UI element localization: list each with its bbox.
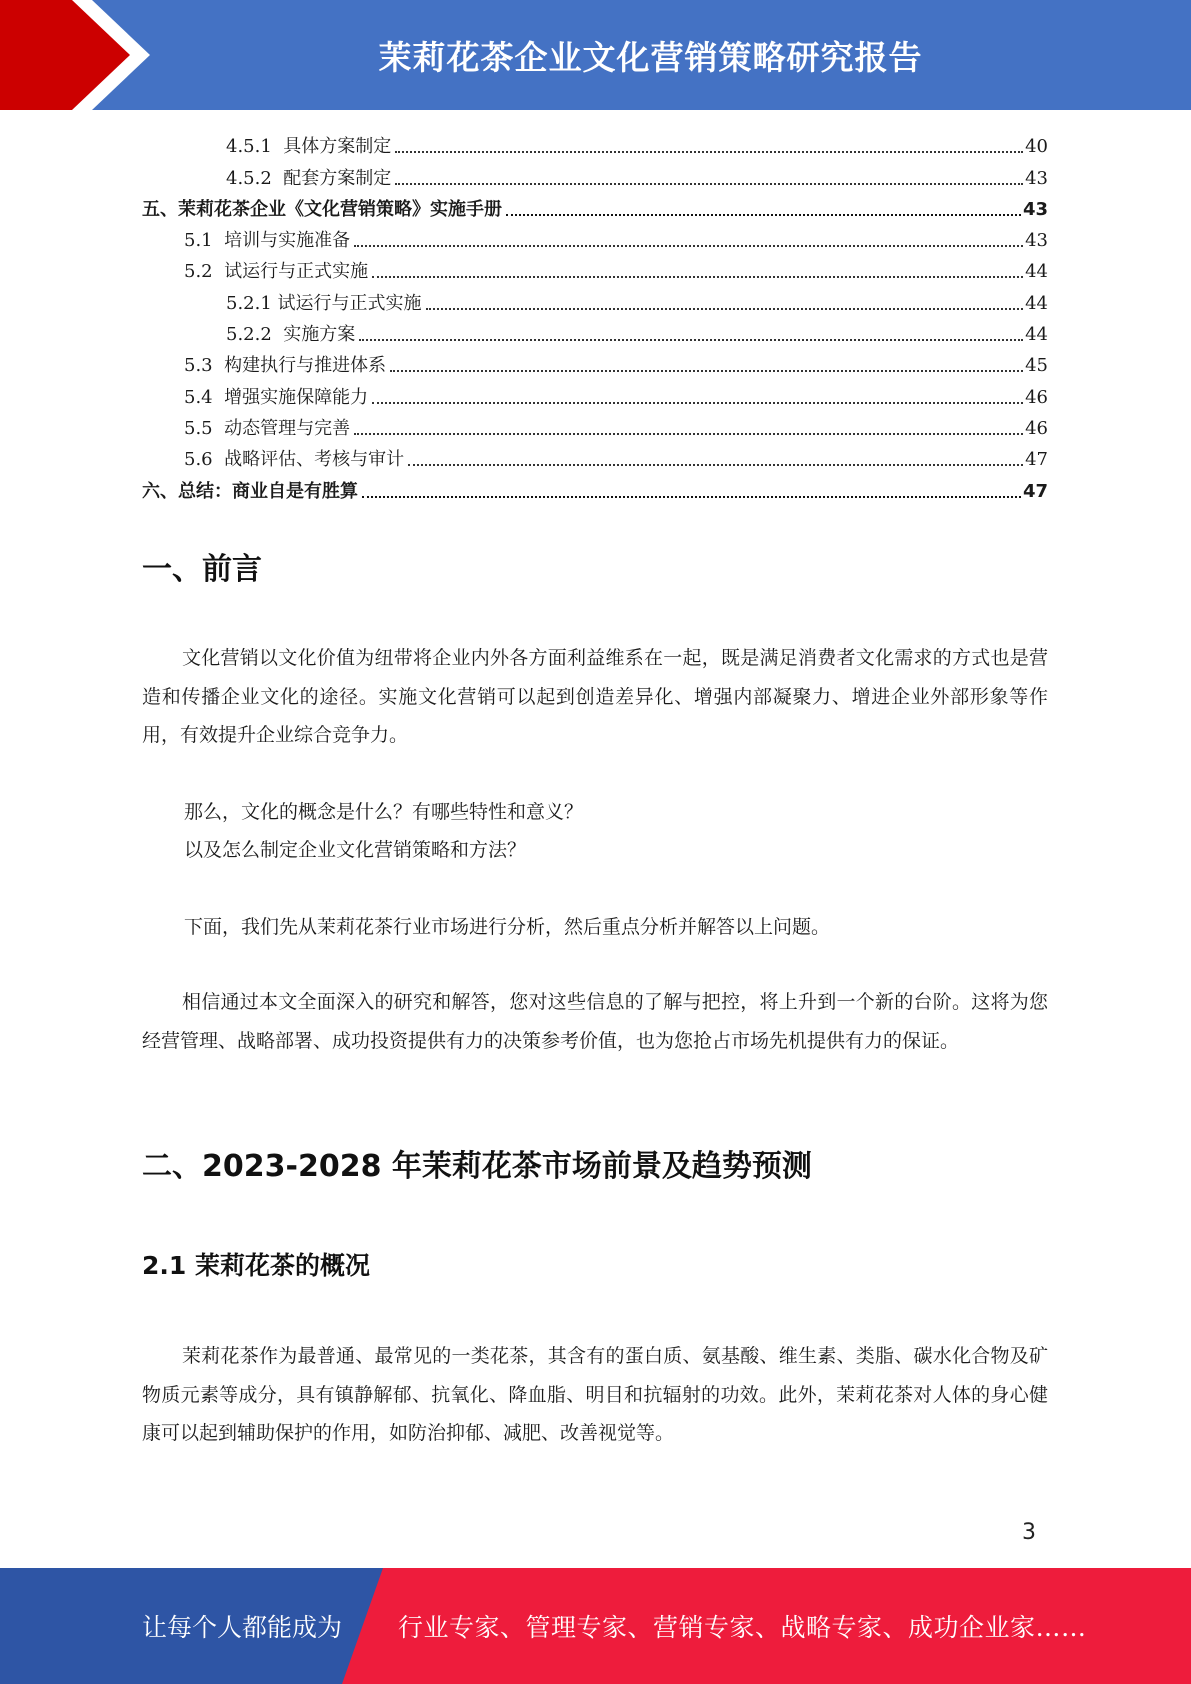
toc-entry[interactable] xyxy=(142,159,1048,190)
toc-leader xyxy=(372,276,1023,278)
preface-question: 以及怎么制定企业文化营销策略和方法？ xyxy=(184,839,527,861)
toc-entry[interactable] xyxy=(142,253,1048,284)
toc-chapter-entry[interactable] xyxy=(142,191,1048,222)
toc-label: 构建执行与推进体系 xyxy=(224,355,387,377)
toc-leader xyxy=(395,151,1023,153)
overview-paragraph: 茉莉花茶作为最普通、最常见的一类花茶，其含有的蛋白质、氨基酸、维生素、类脂、碳水化合物及矿物质元素等成分，具有镇静解郁、抗氧化、降血脂、明目和抗辐射的功效。此外，茉莉花茶对人体的身心健康可以起到辅助保护的作用，如防治抑郁、减肥、改善视觉等。 xyxy=(142,1345,1048,1444)
section-heading-market-outlook: 二、2023-2028 年茉莉花茶市场前景及趋势预测 xyxy=(142,1149,812,1184)
toc-page: 43 xyxy=(1022,198,1048,220)
toc-leader xyxy=(359,339,1023,341)
toc-entry[interactable] xyxy=(142,378,1048,409)
toc-entry[interactable] xyxy=(142,410,1048,441)
toc-entry[interactable] xyxy=(142,222,1048,253)
toc-page: 47 xyxy=(1022,480,1048,502)
toc-label: 动态管理与完善 xyxy=(224,417,351,439)
toc-page: 46 xyxy=(1025,386,1048,408)
toc-page: 44 xyxy=(1025,292,1048,314)
toc-leader xyxy=(506,214,1021,216)
toc-leader xyxy=(408,464,1023,466)
toc-entry[interactable] xyxy=(142,128,1048,159)
toc-label: 试运行与正式实施 xyxy=(224,261,369,283)
toc-number: 4.5.1 xyxy=(226,136,284,158)
section-heading-preface: 一、前言 xyxy=(142,552,262,587)
toc-leader xyxy=(426,308,1024,310)
toc-page: 43 xyxy=(1025,230,1048,252)
preface-paragraph: 下面，我们先从茉莉花茶行业市场进行分析，然后重点分析并解答以上问题。 xyxy=(184,916,831,938)
toc-label: 六、总结：商业自是有胜算 xyxy=(142,480,358,502)
toc-label: 五、茉莉花茶企业《文化营销策略》实施手册 xyxy=(142,198,502,220)
toc-entry[interactable] xyxy=(142,284,1048,315)
page-number: 3 xyxy=(1022,1520,1036,1545)
toc-page: 40 xyxy=(1025,136,1048,158)
toc-leader xyxy=(362,496,1021,498)
toc-leader xyxy=(354,245,1023,247)
toc-label: 实施方案 xyxy=(283,324,356,346)
preface-paragraph: 相信通过本文全面深入的研究和解答，您对这些信息的了解与把控，将上升到一个新的台阶。这将为您经营管理、战略部署、成功投资提供有力的决策参考价值，也为您抢占市场先机提供有力的保证。 xyxy=(142,991,1048,1052)
toc-number: 5.2.2 xyxy=(226,324,284,346)
toc-entry[interactable] xyxy=(142,441,1048,472)
toc-number: 5.2 xyxy=(184,261,225,283)
preface-paragraph: 文化营销以文化价值为纽带将企业内外各方面利益维系在一起，既是满足消费者文化需求的方式也是营造和传播企业文化的途径。实施文化营销可以起到创造差异化、增强内部凝聚力、增进企业外部形象等作用，有效提升企业综合竞争力。 xyxy=(142,647,1048,746)
table-of-contents xyxy=(142,128,1048,504)
toc-entry[interactable] xyxy=(142,347,1048,378)
page-header xyxy=(0,0,1191,110)
toc-leader xyxy=(372,402,1023,404)
report-title: 茉莉花茶企业文化营销策略研究报告 xyxy=(378,37,923,77)
toc-number: 5.6 xyxy=(184,449,225,471)
toc-number: 5.5 xyxy=(184,417,225,439)
toc-leader xyxy=(395,183,1023,185)
toc-entry[interactable] xyxy=(142,316,1048,347)
toc-page: 44 xyxy=(1025,324,1048,346)
footer-slogan-right: 行业专家、管理专家、营销专家、战略专家、成功企业家…… xyxy=(398,1613,1087,1642)
toc-leader xyxy=(354,433,1023,435)
toc-page: 47 xyxy=(1025,449,1048,471)
toc-label: 具体方案制定 xyxy=(283,136,392,158)
toc-label: 试运行与正式实施 xyxy=(277,292,422,314)
toc-page: 44 xyxy=(1025,261,1048,283)
toc-number: 5.2.1 xyxy=(226,292,278,314)
toc-page: 45 xyxy=(1025,355,1048,377)
toc-label: 培训与实施准备 xyxy=(224,230,351,252)
page-footer xyxy=(0,1568,1191,1684)
toc-label: 增强实施保障能力 xyxy=(224,386,369,408)
toc-page: 43 xyxy=(1025,167,1048,189)
toc-number: 5.3 xyxy=(184,355,225,377)
toc-page: 46 xyxy=(1025,417,1048,439)
toc-number: 5.1 xyxy=(184,230,225,252)
toc-number: 4.5.2 xyxy=(226,167,284,189)
toc-label: 配套方案制定 xyxy=(283,167,392,189)
subsection-heading-overview: 2.1 茉莉花茶的概况 xyxy=(142,1251,370,1280)
toc-chapter-entry[interactable] xyxy=(142,472,1048,503)
toc-leader xyxy=(390,370,1023,372)
preface-question: 那么，文化的概念是什么？有哪些特性和意义？ xyxy=(184,801,584,823)
toc-label: 战略评估、考核与审计 xyxy=(224,449,405,471)
footer-slogan-left: 让每个人都能成为 xyxy=(142,1613,343,1642)
toc-number: 5.4 xyxy=(184,386,225,408)
